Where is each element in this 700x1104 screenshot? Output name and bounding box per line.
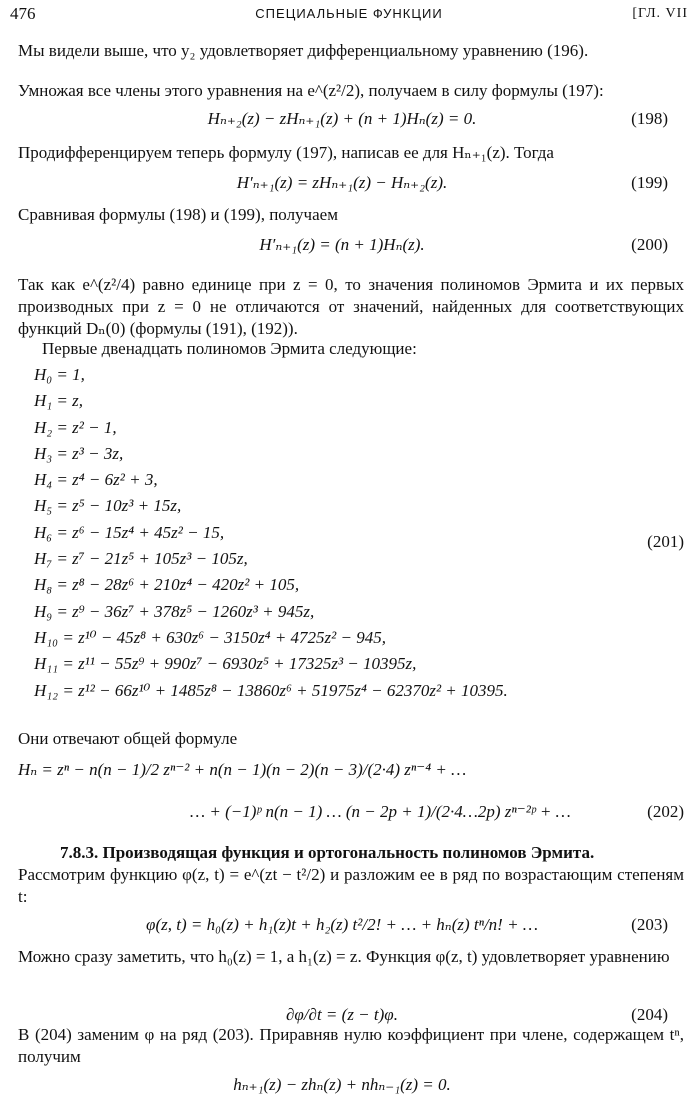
equation-198	[0, 108, 684, 130]
running-header	[10, 4, 688, 26]
equation-199-body: H′ₙ₊₁(z) = zHₙ₊₁(z) − Hₙ₊₂(z).	[236, 173, 448, 192]
list-item: H₁₀ = z¹⁰ − 45z⁸ + 630z⁶ − 3150z⁴ + 4725z² − 945,	[34, 627, 386, 647]
section-heading: 7.8.3. Производящая функция и ортогональность полиномов Эрмита.	[60, 843, 595, 862]
equation-202-number: (202)	[647, 802, 684, 821]
list-item: H₁₂ = z¹² − 66z¹⁰ + 1485z⁸ − 13860z⁶ + 51975z⁴ − 62370z² + 10395.	[34, 680, 508, 700]
equation-204-body: ∂φ/∂t = (z − t)φ.	[286, 1005, 398, 1024]
equation-203	[0, 914, 684, 936]
list-item: H₁ = z,	[34, 391, 84, 411]
equation-203-number: (203)	[631, 915, 668, 934]
hermite-polynomial-list	[34, 362, 508, 704]
chapter-label: [ГЛ. VII	[632, 6, 688, 21]
paragraph-4: Сравнивая формулы (198) и (199), получаем	[18, 205, 338, 224]
list-item: H₄ = z⁴ − 6z² + 3,	[34, 470, 158, 490]
equation-202-line-2: … + (−1)ᵖ n(n − 1) … (n − 2p + 1)/(2·4…2p) zⁿ⁻²ᵖ + …	[190, 802, 571, 821]
list-item: H₀ = 1,	[34, 365, 85, 384]
equation-200-body: H′ₙ₊₁(z) = (n + 1)Hₙ(z).	[259, 235, 425, 254]
equation-201-number: (201)	[647, 532, 684, 551]
equation-200	[0, 234, 684, 256]
paragraph-6: Первые двенадцать полиномов Эрмита следующие:	[42, 339, 417, 358]
equation-204	[0, 1004, 684, 1026]
equation-200-number: (200)	[631, 235, 668, 254]
paragraph-5: Так как e^(z²/4) равно единице при z = 0, то значения полиномов Эрмита и их первых производных при z = 0 не отличаются от значений, найденных для соответствующих функций Dₙ(0) (формулы (191), (192)).	[18, 275, 684, 338]
list-item: H₃ = z³ − 3z,	[34, 443, 124, 463]
equation-198-body: Hₙ₊₂(z) − zHₙ₊₁(z) + (n + 1)Hₙ(z) = 0.	[207, 109, 477, 128]
list-item: H₂ = z² − 1,	[34, 417, 117, 437]
equation-204-number: (204)	[631, 1005, 668, 1024]
equation-198-number: (198)	[631, 109, 668, 128]
running-title: СПЕЦИАЛЬНЫЕ ФУНКЦИИ	[255, 6, 443, 21]
paragraph-1: Мы видели выше, что y₂ удовлетворяет дифференциальному уравнению (196).	[18, 41, 589, 60]
paragraph-8: Рассмотрим функцию φ(z, t) = e^(zt − t²/2) и разложим ее в ряд по возрастающим степеням t:	[18, 865, 684, 906]
paragraph-3: Продифференцируем теперь формулу (197), написав ее для Hₙ₊₁(z). Тогда	[18, 143, 554, 162]
paragraph-10: В (204) заменим φ на ряд (203). Приравняв нулю коэффициент при члене, содержащем tⁿ, получим	[18, 1025, 684, 1066]
paragraph-7: Они отвечают общей формуле	[18, 729, 238, 748]
list-item: H₇ = z⁷ − 21z⁵ + 105z³ − 105z,	[34, 549, 248, 569]
equation-199	[0, 172, 684, 194]
list-item: H₉ = z⁹ − 36z⁷ + 378z⁵ − 1260z³ + 945z,	[34, 601, 315, 621]
equation-202-line-1: Hₙ = zⁿ − n(n − 1)/2 zⁿ⁻² + n(n − 1)(n − 2)(n − 3)/(2·4) zⁿ⁻⁴ + …	[18, 760, 467, 779]
equation-203-body: φ(z, t) = h₀(z) + h₁(z)t + h₂(z) t²/2! + … + hₙ(z) tⁿ/n! + …	[146, 915, 538, 934]
equation-recurrence: hₙ₊₁(z) − zhₙ(z) + nhₙ₋₁(z) = 0.	[233, 1075, 451, 1094]
list-item: H₁₁ = z¹¹ − 55z⁹ + 990z⁷ − 6930z⁵ + 17325z³ − 10395z,	[34, 654, 417, 674]
equation-199-number: (199)	[631, 173, 668, 192]
list-item: H₆ = z⁶ − 15z⁴ + 45z² − 15,	[34, 522, 225, 542]
paragraph-2: Умножая все члены этого уравнения на e^(z²/2), получаем в силу формулы (197):	[18, 81, 604, 100]
page-number: 476	[10, 4, 36, 23]
list-item: H₈ = z⁸ − 28z⁶ + 210z⁴ − 420z² + 105,	[34, 575, 300, 595]
paragraph-9: Можно сразу заметить, что h₀(z) = 1, а h₁(z) = z. Функция φ(z, t) удовлетворяет уравнению	[18, 947, 670, 966]
list-item: H₅ = z⁵ − 10z³ + 15z,	[34, 496, 182, 516]
